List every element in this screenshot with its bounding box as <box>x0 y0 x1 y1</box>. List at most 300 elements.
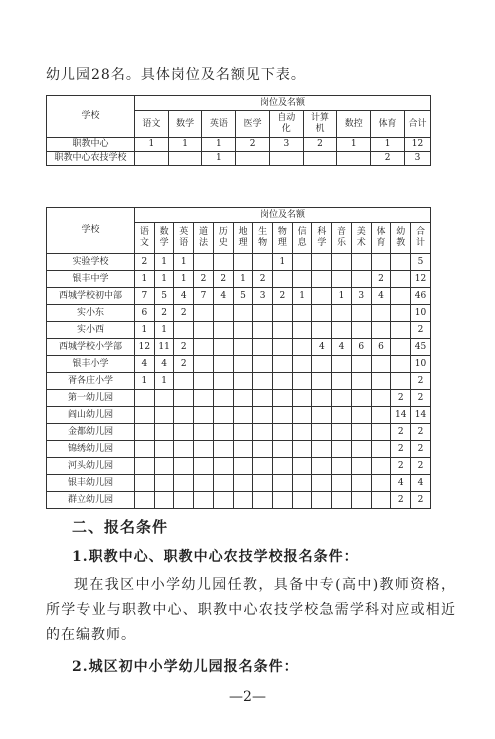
paragraph-vocational-conditions: 现在我区中小学幼儿园任教，具备中专(高中)教师资格，所学专业与职教中心、职教中心农技学校急需学科对应或相近的在编教师。 <box>46 577 456 643</box>
table-cell <box>351 407 371 424</box>
column-header-12: 体育 <box>371 223 391 254</box>
table-cell: 1 <box>371 138 405 152</box>
table-cell <box>371 441 391 458</box>
table-cell <box>213 356 233 373</box>
table-cell: 12 <box>411 271 431 288</box>
table-cell <box>174 441 194 458</box>
table-cell <box>292 492 312 509</box>
table-cell <box>233 339 253 356</box>
table-row <box>47 458 431 475</box>
table-cell <box>332 305 352 322</box>
table-cell: 10 <box>411 356 431 373</box>
table-row <box>47 475 431 492</box>
table-cell <box>213 390 233 407</box>
school-name: 银丰中学 <box>47 271 135 288</box>
table-cell <box>292 271 312 288</box>
table-row <box>47 322 431 339</box>
table-row <box>47 492 431 509</box>
table-cell <box>312 407 332 424</box>
column-header-7: 体育 <box>371 111 405 138</box>
table-cell <box>194 407 214 424</box>
table-cell: 1 <box>174 271 194 288</box>
table-cell <box>292 458 312 475</box>
table-cell <box>253 390 273 407</box>
table-cell: 5 <box>411 254 431 271</box>
table-cell: 1 <box>168 138 202 152</box>
table-cell: 2 <box>391 441 411 458</box>
table-cell <box>174 424 194 441</box>
table-cell <box>135 475 155 492</box>
table-cell <box>371 458 391 475</box>
table-cell <box>332 407 352 424</box>
table-cell <box>273 339 293 356</box>
school-name: 阎山幼儿园 <box>47 407 135 424</box>
table-cell <box>194 322 214 339</box>
table-cell <box>292 390 312 407</box>
table-cell <box>292 407 312 424</box>
table-cell: 2 <box>194 271 214 288</box>
table-cell: 4 <box>411 475 431 492</box>
table-cell: 45 <box>411 339 431 356</box>
table-cell: 4 <box>391 475 411 492</box>
table-cell <box>273 390 293 407</box>
table-cell <box>312 288 332 305</box>
table-cell: 4 <box>174 288 194 305</box>
column-header-4: 历史 <box>213 223 233 254</box>
positions-table-vocational <box>46 95 431 166</box>
table-cell <box>213 441 233 458</box>
table-cell <box>273 373 293 390</box>
table-cell <box>233 441 253 458</box>
table-cell <box>273 475 293 492</box>
table-cell <box>154 424 174 441</box>
table-cell <box>213 254 233 271</box>
table-cell <box>332 390 352 407</box>
table-cell <box>371 254 391 271</box>
column-header-2: 英语 <box>202 111 236 138</box>
column-header-6: 数控 <box>337 111 371 138</box>
column-header-7: 物理 <box>273 223 293 254</box>
table-row <box>47 441 431 458</box>
table-cell <box>194 254 214 271</box>
table-cell <box>194 424 214 441</box>
table-cell <box>337 152 371 166</box>
column-header-13: 幼教 <box>391 223 411 254</box>
table-row <box>47 271 431 288</box>
table-cell <box>233 424 253 441</box>
table-cell: 2 <box>391 424 411 441</box>
table-cell: 1 <box>292 288 312 305</box>
table-cell <box>174 458 194 475</box>
table-header-row <box>47 96 431 111</box>
table-cell <box>253 373 273 390</box>
table-cell: 4 <box>213 288 233 305</box>
table-cell: 1 <box>332 288 352 305</box>
table-cell <box>292 322 312 339</box>
table-cell <box>332 475 352 492</box>
table-cell <box>351 271 371 288</box>
table-cell <box>154 458 174 475</box>
table-cell <box>351 322 371 339</box>
table-cell <box>332 322 352 339</box>
table-cell <box>194 373 214 390</box>
table-cell <box>292 441 312 458</box>
table-cell: 1 <box>154 373 174 390</box>
table-cell <box>351 492 371 509</box>
column-header-2: 英语 <box>174 223 194 254</box>
table-row <box>47 356 431 373</box>
table-cell: 2 <box>273 288 293 305</box>
page-number: —2— <box>229 689 266 705</box>
table-cell <box>332 424 352 441</box>
table-cell <box>273 356 293 373</box>
table-cell <box>253 407 273 424</box>
column-header-10: 音乐 <box>332 223 352 254</box>
school-name: 胥各庄小学 <box>47 373 135 390</box>
table-cell <box>154 492 174 509</box>
school-name: 实验学校 <box>47 254 135 271</box>
table-cell: 2 <box>174 339 194 356</box>
intro-text: 幼儿园28名。具体岗位及名额见下表。 <box>46 67 306 83</box>
table-cell <box>253 424 273 441</box>
table-cell <box>135 424 155 441</box>
table-cell <box>213 458 233 475</box>
table-cell <box>233 305 253 322</box>
table-cell <box>174 475 194 492</box>
table-row <box>47 390 431 407</box>
table-cell: 1 <box>135 322 155 339</box>
table-cell <box>332 458 352 475</box>
table-cell <box>351 305 371 322</box>
section-title-registration-conditions: 二、报名条件 <box>72 518 169 536</box>
table-cell: 1 <box>154 322 174 339</box>
table-cell <box>253 322 273 339</box>
table-cell <box>194 492 214 509</box>
column-header-5: 地理 <box>233 223 253 254</box>
school-name: 西城学校初中部 <box>47 288 135 305</box>
table-cell <box>194 356 214 373</box>
table-cell <box>213 322 233 339</box>
column-header-6: 生物 <box>253 223 273 254</box>
table-cell: 2 <box>135 254 155 271</box>
table-cell: 1 <box>154 254 174 271</box>
table-cell <box>194 441 214 458</box>
table-cell: 2 <box>174 305 194 322</box>
table-cell <box>135 390 155 407</box>
table-cell: 4 <box>135 356 155 373</box>
table-cell <box>213 492 233 509</box>
table-cell <box>292 305 312 322</box>
table-cell <box>391 254 411 271</box>
table-cell <box>351 254 371 271</box>
table-cell: 2 <box>391 390 411 407</box>
table-cell <box>135 152 169 166</box>
table-cell: 12 <box>404 138 430 152</box>
table-cell <box>332 373 352 390</box>
table-cell: 3 <box>404 152 430 166</box>
table-cell: 2 <box>253 271 273 288</box>
table-cell <box>273 424 293 441</box>
table-cell: 5 <box>233 288 253 305</box>
table-cell <box>233 407 253 424</box>
table-cell <box>253 356 273 373</box>
column-header-8: 合计 <box>404 111 430 138</box>
table-cell <box>312 271 332 288</box>
table-cell <box>174 407 194 424</box>
table-cell <box>312 322 332 339</box>
table-cell <box>332 356 352 373</box>
table-cell <box>292 356 312 373</box>
table-cell <box>154 475 174 492</box>
table-cell: 3 <box>269 138 303 152</box>
table-cell <box>135 458 155 475</box>
table-cell <box>236 152 270 166</box>
table-cell: 4 <box>371 288 391 305</box>
school-column-header: 学校 <box>47 96 135 138</box>
table-cell <box>371 475 391 492</box>
school-name: 锦绣幼儿园 <box>47 441 135 458</box>
table-row <box>47 407 431 424</box>
table-cell <box>332 254 352 271</box>
table-cell: 2 <box>411 322 431 339</box>
table-cell <box>154 390 174 407</box>
table-cell <box>273 305 293 322</box>
table-row <box>47 138 431 152</box>
table-cell <box>253 441 273 458</box>
table-cell <box>351 373 371 390</box>
table-cell: 1 <box>174 254 194 271</box>
table-cell <box>391 305 411 322</box>
table-cell <box>391 271 411 288</box>
table-cell: 4 <box>312 339 332 356</box>
table-cell <box>391 339 411 356</box>
table-cell: 2 <box>411 458 431 475</box>
table-cell <box>312 373 332 390</box>
table-cell <box>391 322 411 339</box>
table-cell <box>273 322 293 339</box>
table-cell: 14 <box>411 407 431 424</box>
table-cell: 2 <box>303 138 337 152</box>
table-cell <box>312 356 332 373</box>
table-cell: 10 <box>411 305 431 322</box>
column-header-14: 合计 <box>411 223 431 254</box>
table-cell <box>332 492 352 509</box>
table-cell: 2 <box>371 271 391 288</box>
table-cell: 7 <box>194 288 214 305</box>
table-cell <box>233 492 253 509</box>
table-cell <box>194 339 214 356</box>
table-cell <box>174 322 194 339</box>
table-cell <box>312 305 332 322</box>
table-cell <box>351 356 371 373</box>
table-cell <box>233 390 253 407</box>
table-cell <box>371 492 391 509</box>
table-cell: 1 <box>273 254 293 271</box>
table-cell <box>213 373 233 390</box>
table-cell <box>253 254 273 271</box>
table-cell: 2 <box>154 305 174 322</box>
table-row <box>47 339 431 356</box>
table-cell <box>213 475 233 492</box>
table-cell <box>351 475 371 492</box>
column-header-0: 语文 <box>135 111 169 138</box>
table-row <box>47 254 431 271</box>
table-cell <box>135 407 155 424</box>
table-cell: 1 <box>202 138 236 152</box>
subsection-title-vocational: 1.职教中心、职教中心农技学校报名条件： <box>72 549 359 565</box>
table-cell <box>194 475 214 492</box>
school-name: 金都幼儿园 <box>47 424 135 441</box>
table-cell <box>292 373 312 390</box>
column-header-4: 自动化 <box>269 111 303 138</box>
table-cell: 2 <box>411 424 431 441</box>
school-column-header: 学校 <box>47 208 135 254</box>
table-cell <box>312 475 332 492</box>
table-cell: 6 <box>135 305 155 322</box>
table-cell <box>312 424 332 441</box>
table-cell <box>273 271 293 288</box>
table-cell <box>292 339 312 356</box>
school-name: 银丰幼儿园 <box>47 475 135 492</box>
table-cell <box>312 390 332 407</box>
table-cell: 2 <box>213 271 233 288</box>
table-cell <box>253 305 273 322</box>
table-cell <box>273 492 293 509</box>
table-cell <box>371 373 391 390</box>
table-cell <box>312 254 332 271</box>
table-cell <box>312 441 332 458</box>
table-cell: 5 <box>154 288 174 305</box>
table-cell <box>213 424 233 441</box>
table-cell: 11 <box>154 339 174 356</box>
school-name: 第一幼儿园 <box>47 390 135 407</box>
table-cell <box>213 305 233 322</box>
table-cell: 1 <box>233 271 253 288</box>
table-cell <box>371 407 391 424</box>
table-cell <box>351 441 371 458</box>
table-cell <box>233 475 253 492</box>
table-header-row <box>47 208 431 223</box>
table-cell <box>253 475 273 492</box>
table-cell: 3 <box>253 288 273 305</box>
table-cell: 2 <box>371 152 405 166</box>
table-cell <box>351 390 371 407</box>
table-cell: 46 <box>411 288 431 305</box>
table-cell <box>269 152 303 166</box>
table-cell: 6 <box>351 339 371 356</box>
table-cell <box>174 373 194 390</box>
table-cell <box>371 322 391 339</box>
school-name: 职教中心农技学校 <box>47 152 135 166</box>
table-cell: 1 <box>337 138 371 152</box>
table-cell <box>273 458 293 475</box>
table-cell <box>332 271 352 288</box>
table-cell <box>292 475 312 492</box>
table-row <box>47 373 431 390</box>
table-cell <box>273 407 293 424</box>
table-cell: 7 <box>135 288 155 305</box>
positions-group-header: 岗位及名额 <box>135 208 431 223</box>
school-name: 实小西 <box>47 322 135 339</box>
table-cell <box>174 492 194 509</box>
column-header-0: 语文 <box>135 223 155 254</box>
table-cell <box>371 390 391 407</box>
table-row <box>47 152 431 166</box>
column-header-8: 信息 <box>292 223 312 254</box>
table-cell <box>371 424 391 441</box>
table-cell: 2 <box>391 492 411 509</box>
table-cell <box>253 339 273 356</box>
school-name: 西城学校小学部 <box>47 339 135 356</box>
positions-group-header: 岗位及名额 <box>135 96 431 111</box>
table-cell <box>194 305 214 322</box>
column-header-11: 美术 <box>351 223 371 254</box>
column-header-5: 计算机 <box>303 111 337 138</box>
table-cell: 1 <box>135 271 155 288</box>
table-cell <box>292 254 312 271</box>
table-cell <box>371 356 391 373</box>
table-cell <box>213 407 233 424</box>
table-cell <box>351 458 371 475</box>
school-name: 职教中心 <box>47 138 135 152</box>
table-cell <box>391 288 411 305</box>
table-cell: 2 <box>411 441 431 458</box>
table-cell <box>371 305 391 322</box>
table-cell <box>154 407 174 424</box>
table-row <box>47 424 431 441</box>
column-header-1: 数学 <box>154 223 174 254</box>
table-cell <box>332 441 352 458</box>
table-cell: 12 <box>135 339 155 356</box>
positions-table-urban-schools <box>46 207 431 509</box>
table-cell <box>253 492 273 509</box>
table-cell: 6 <box>371 339 391 356</box>
table-cell <box>391 373 411 390</box>
table-cell <box>213 339 233 356</box>
table-cell: 1 <box>135 373 155 390</box>
table-cell: 3 <box>351 288 371 305</box>
school-name: 实小东 <box>47 305 135 322</box>
table-cell: 2 <box>236 138 270 152</box>
table-cell <box>391 356 411 373</box>
table-cell: 2 <box>411 492 431 509</box>
table-cell: 14 <box>391 407 411 424</box>
table-cell: 1 <box>154 271 174 288</box>
subsection-title-urban: 2.城区初中小学幼儿园报名条件： <box>72 659 299 675</box>
table-cell <box>292 424 312 441</box>
table-cell: 1 <box>135 138 169 152</box>
table-cell: 1 <box>202 152 236 166</box>
table-cell <box>233 322 253 339</box>
table-cell <box>174 390 194 407</box>
table-row <box>47 288 431 305</box>
column-header-3: 医学 <box>236 111 270 138</box>
column-header-3: 道法 <box>194 223 214 254</box>
table-cell: 2 <box>391 458 411 475</box>
table-cell <box>253 458 273 475</box>
table-cell <box>233 356 253 373</box>
column-header-9: 科学 <box>312 223 332 254</box>
table-cell <box>233 254 253 271</box>
table-cell: 2 <box>174 356 194 373</box>
table-cell: 2 <box>411 390 431 407</box>
table-cell <box>194 390 214 407</box>
table-cell <box>312 458 332 475</box>
school-name: 银丰小学 <box>47 356 135 373</box>
table-cell <box>312 492 332 509</box>
column-header-1: 数学 <box>168 111 202 138</box>
table-cell <box>351 424 371 441</box>
